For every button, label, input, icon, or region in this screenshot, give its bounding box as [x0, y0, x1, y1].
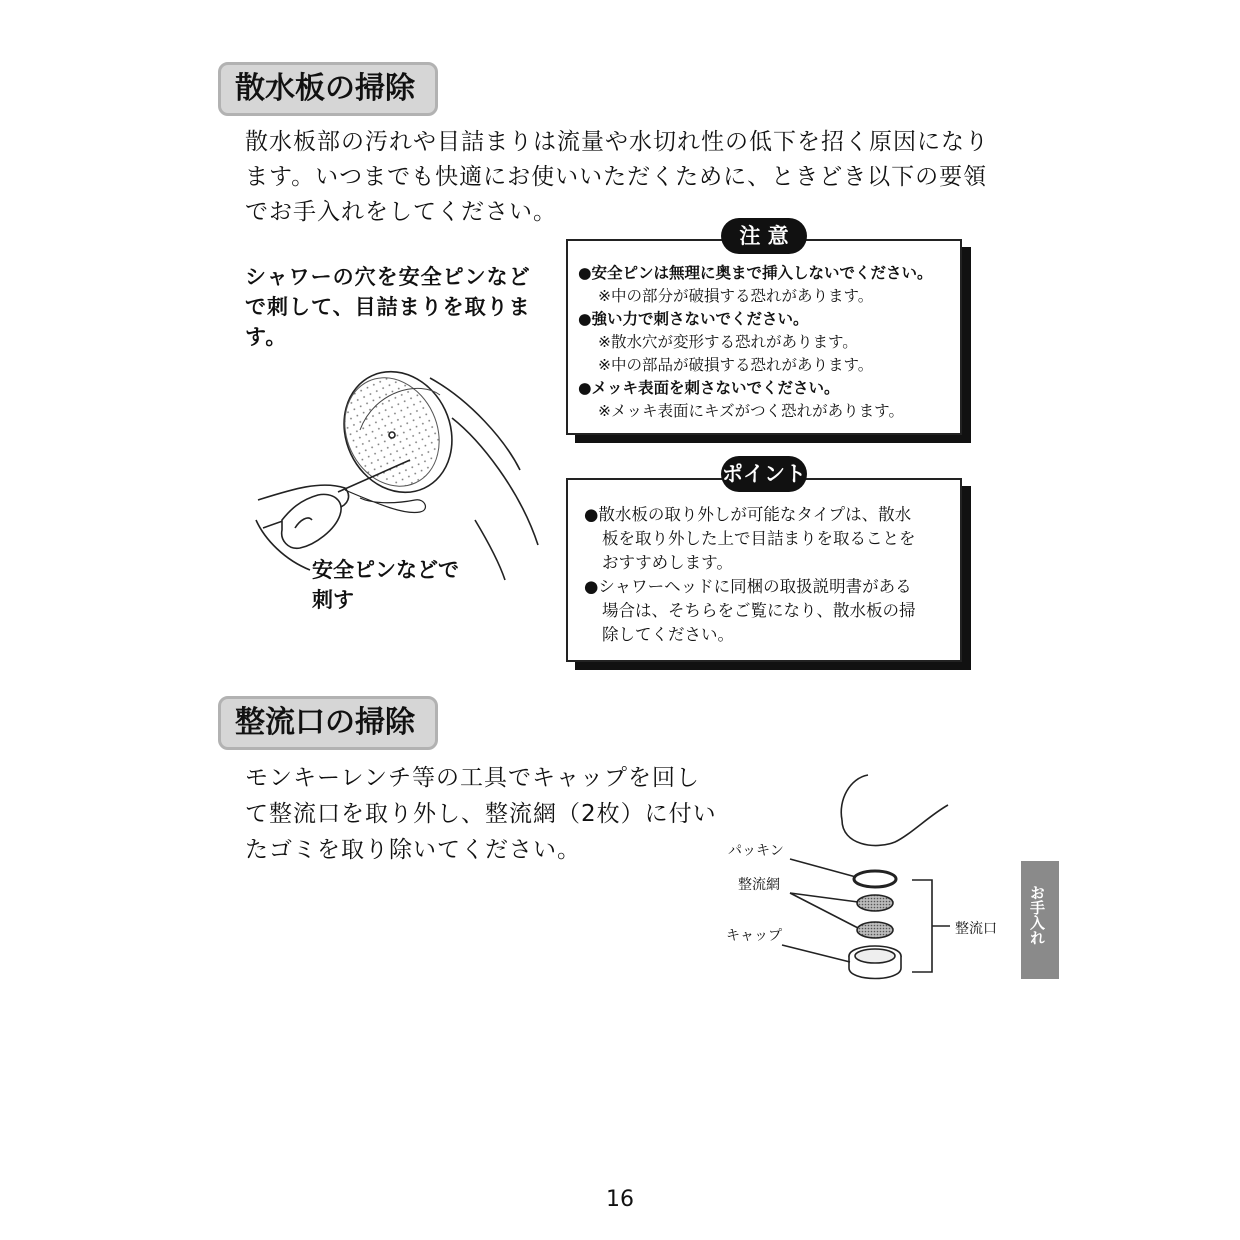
caution-item-note: ※メッキ表面にキズがつく恐れがあります。 — [598, 402, 904, 420]
intro-line: でお手入れをしてください。 — [245, 199, 557, 225]
instruction-line: す。 — [245, 325, 288, 349]
outlet-parts-illustration — [782, 772, 950, 979]
section1-heading: 散水板の掃除 — [218, 62, 438, 116]
body-line: モンキーレンチ等の工具でキャップを回し — [245, 765, 700, 791]
mesh-label: 整流網 — [738, 877, 780, 893]
caution-item-head: ●安全ピンは無理に奥まで挿入しないでください。 — [578, 264, 933, 282]
shower-head-illustration — [325, 354, 538, 545]
section2-body — [245, 760, 725, 868]
point-item-line: ●シャワーヘッドに同梱の取扱説明書がある — [584, 577, 912, 596]
point-item-line: 除してください。 — [602, 625, 734, 644]
instruction-line: シャワーの穴を安全ピンなど — [245, 265, 531, 289]
cap-label: キャップ — [726, 928, 782, 944]
section2-heading: 整流口の掃除 — [218, 696, 438, 750]
caution-item-note: ※中の部分が破損する恐れがあります。 — [598, 287, 874, 305]
point-item-line: ●散水板の取り外しが可能なタイプは、散水 — [584, 505, 912, 524]
caution-item-head: ●メッキ表面を刺さないでください。 — [578, 379, 840, 397]
pin-label-line: 安全ピンなどで — [312, 558, 459, 582]
point-text — [584, 503, 954, 647]
body-line: たゴミを取り除いてください。 — [245, 837, 581, 863]
section1-intro — [245, 125, 1015, 230]
caution-item-note: ※中の部品が破損する恐れがあります。 — [598, 356, 874, 374]
caution-item-note: ※散水穴が変形する恐れがあります。 — [598, 333, 858, 351]
body-line: て整流口を取り外し、整流網（2枚）に付い — [245, 801, 717, 827]
packing-label: パッキン — [728, 843, 784, 859]
page-number: 16 — [606, 1187, 634, 1212]
side-tab — [1021, 861, 1059, 979]
side-tab-label: お手入れ — [1028, 885, 1046, 945]
intro-line: 散水板部の汚れや目詰まりは流量や水切れ性の低下を招く原因になり — [245, 129, 989, 155]
point-item-line: 場合は、そちらをご覧になり、散水板の掃 — [602, 601, 916, 620]
pin-instruction — [245, 262, 560, 352]
outlet-label: 整流口 — [955, 921, 997, 937]
instruction-line: で刺して、目詰まりを取りま — [245, 295, 531, 319]
caution-item-head: ●強い力で刺さないでください。 — [578, 310, 809, 328]
pin-label — [312, 555, 459, 615]
caution-text — [578, 262, 958, 423]
caution-badge: 注 意 — [721, 218, 807, 254]
pin-label-line: 刺す — [312, 588, 354, 612]
point-item-line: 板を取り外した上で目詰まりを取ることを — [602, 529, 916, 548]
point-item-line: おすすめします。 — [602, 553, 733, 572]
point-badge: ポイント — [721, 456, 807, 492]
intro-line: ます。いつまでも快適にお使いいただくために、ときどき以下の要領 — [245, 164, 988, 190]
